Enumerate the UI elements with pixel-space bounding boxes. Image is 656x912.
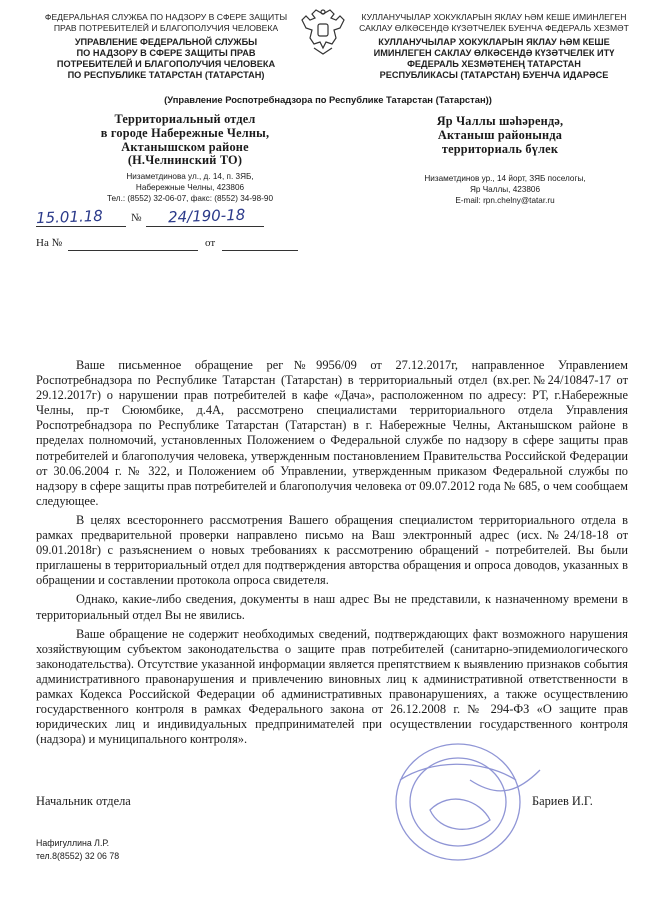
registration-number-handwritten: 24/190-18 <box>167 205 246 227</box>
body-paragraph: В целях всестороннего рассмотрения Вашего обращения специалистом территориального отдела в рамках предварительной проверки направлено письмо на Ваш электронный адрес (исх.№24/18-18 от 09.01.2018г) с разъяснением о новых требованиях к рассмотрению обращений - потребителей. Вы были приглашены в территориальный отдел для подтверждения авторства обращения и опроса доводов, указанных в обращении и составлении протокола опроса свидетеля. <box>36 512 628 588</box>
body-paragraph: Ваше обращение не содержит необходимых сведений, подтверждающих факт возможного нарушения хозяйствующим субъектом законодательства о защите прав потребителей (санитарно-эпидемиологического законодательства). Отсутствие указанной информации является препятствием к выявлению признаков события административного правонарушения и привлечению виновных лиц к административной ответственности в рамках Кодекса Российской Федерации об административных правонарушениях, а также осуществлению государственного контроля в рамках Федерального закона от 26.12.2008 г. № 294-ФЗ «О защите прав юридических лиц и индивидуальных предпринимателей при осуществлении государственного контроля (надзора) и муниципального контроля». <box>36 626 628 747</box>
address-line: Набережные Челны, 423806 <box>135 183 245 192</box>
address-line: Яр Чаллы, 423806 <box>469 185 541 194</box>
coat-of-arms-icon <box>300 8 346 56</box>
number-underline <box>146 226 264 227</box>
header-left-bold-line: ПО НАДЗОРУ В СФЕРЕ ЗАЩИТЫ ПРАВ <box>76 48 256 58</box>
header-right-bold-line: ФЕДЕРАЛЬ ХЕЗМӘТЕНЕҢ ТАТАРСТАН <box>407 59 581 69</box>
address-line: Низаметдинов ур., 14 йорт, ЗЯБ поселогы, <box>424 174 586 183</box>
header-left-bold-line: ПОТРЕБИТЕЛЕЙ И БЛАГОПОЛУЧИЯ ЧЕЛОВЕКА <box>56 59 276 69</box>
office-right-name <box>370 115 630 156</box>
agency-short-name: (Управление Роспотребнадзора по Республике Татарстан (Татарстан)) <box>164 94 492 105</box>
na-label: На № <box>36 237 63 249</box>
office-right-address <box>390 173 620 206</box>
header-left-bold-line: ПО РЕСПУБЛИКЕ ТАТАРСТАН (ТАТАРСТАН) <box>67 70 265 80</box>
office-left-name-line: (Н.Челнинский ТО) <box>127 153 243 168</box>
header-right-bold-line: ИМИНЛЕГЕН САКЛАУ ӨЛКӘСЕНДӘ КҮЗӘТЧЕЛЕК ИТҮ <box>373 48 615 58</box>
executor-info <box>36 837 119 863</box>
signature-name: Бариев И.Г. <box>532 794 593 808</box>
header-left <box>20 12 312 81</box>
letter-body <box>36 358 628 747</box>
header-left-line: ФЕДЕРАЛЬНАЯ СЛУЖБА ПО НАДЗОРУ В СФЕРЕ ЗАЩИТЫ <box>44 12 288 22</box>
body-paragraph: Ваше письменное обращение рег№9956/09 от 27.12.2017г, направленное Управлением Роспотребнадзора по Республике Татарстан (Татарстан) в территориальный отдел (вх.рег.№24/10847-17 от 29.12.2017г) о нарушении прав потребителей в кафе «Дача», расположенном по адресу: РТ, г.Набережные Челны, пр-т Сююмбике, д.4А, рассмотрено специалистами территориального отдела Управления Роспотребнадзора по Республике Татарстан (Татарстан) в г. Набережные Челны, Актанышском районе в пределах полномочий, установленных Положением о Федеральной службе по надзору в сфере защиты прав потребителей и благополучия человека, утвержденным постановлением Правительства Российской Федерации от 30.06.2004 г. № 322, и Положением об Управлении, утвержденным приказом Федеральной службы по надзору в сфере защиты прав потребителей и благополучия человека от 09.07.2012 года № 685, о чем сообщаем следующее. <box>36 358 628 508</box>
address-line: Низаметдинова ул., д. 14, п. 3ЯБ, <box>126 172 254 181</box>
office-left-name-line: Актанышском районе <box>121 139 249 154</box>
number-label: № <box>131 212 142 224</box>
signature-position: Начальник отдела <box>36 794 131 808</box>
header-right-bold-line: КУЛЛАНУЧЫЛАР ХОКУКЛАРЫН ЯКЛАУ ҺӘМ КЕШЕ <box>378 37 610 47</box>
executor-name: Нафигуллина Л.Р. <box>36 838 110 848</box>
address-line: E-mail: rpn.chelny@tatar.ru <box>455 196 555 205</box>
office-right-name-line: территориаль бүлек <box>441 141 559 156</box>
office-left-name <box>60 113 310 168</box>
ot-underline <box>222 250 298 251</box>
body-paragraph: Однако, какие-либо сведения, документы в наш адрес Вы не представили, к назначенному времени в территориальный отдел Вы не явились. <box>36 592 628 622</box>
office-left-name-line: Территориальный отдел <box>114 112 256 126</box>
header-left-line: ПРАВ ПОТРЕБИТЕЛЕЙ И БЛАГОПОЛУЧИЯ ЧЕЛОВЕКА <box>53 22 279 33</box>
office-left-address <box>80 171 300 204</box>
na-underline <box>68 250 198 251</box>
ot-label: от <box>205 237 216 249</box>
header-right <box>344 12 644 81</box>
office-left-name-line: в городе Набережные Челны, <box>100 125 270 140</box>
header-right-line: КУЛЛАНУЧЫЛАР ХОКУКЛАРЫН ЯКЛАУ ҺӘМ КЕШЕ ИМИНЛЕГЕН <box>361 12 627 22</box>
office-right-name-line: Актаныш районында <box>437 127 563 142</box>
header-right-line: САКЛАУ ӨЛКӘСЕНДӘ КҮЗӘТЧЕЛЕК БУЕНЧА ФЕДЕРАЛЬ ХЕЗМӘТ <box>359 22 629 33</box>
header-left-bold-line: УПРАВЛЕНИЕ ФЕДЕРАЛЬНОЙ СЛУЖБЫ <box>74 37 258 47</box>
address-line: Тел.: (8552) 32-06-07, факс: (8552) 34-98-90 <box>106 194 273 203</box>
executor-phone: тел.8(8552) 32 06 78 <box>36 851 120 861</box>
header-right-bold-line: РЕСПУБЛИКАСЫ (ТАТАРСТАН) БУЕНЧА ИДАРӘСЕ <box>379 70 609 80</box>
registration-date-handwritten: 15.01.18 <box>35 206 104 228</box>
office-right-name-line: Яр Чаллы шәһәрендә, <box>436 114 564 128</box>
